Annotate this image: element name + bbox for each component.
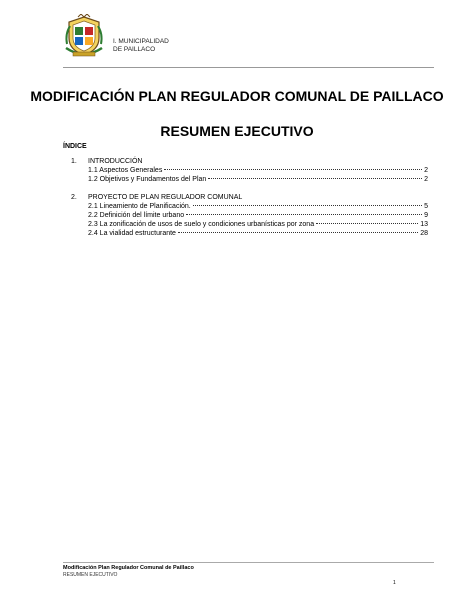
page-number: 1 [393, 580, 396, 586]
toc-entry-text: 2.4 La vialidad estructurante [88, 230, 176, 237]
toc-entry-page: 13 [420, 221, 428, 228]
dot-leader [186, 214, 422, 215]
toc-entry-page: 5 [424, 203, 428, 210]
toc-entry-text: 1.2 Objetivos y Fundamentos del Plan [88, 176, 207, 183]
org-line-2: DE PAILLACO [113, 46, 156, 53]
toc-entry-text: 2.3 La zonificación de usos de suelo y condiciones urbanísticas por zona [88, 221, 315, 228]
footer-subtitle: RESUMEN EJECUTIVO [63, 572, 118, 578]
toc-section-2 [63, 194, 428, 240]
document-title: MODIFICACIÓN PLAN REGULADOR COMUNAL DE PAILLACO [30, 88, 444, 104]
section-number: 2. [71, 194, 77, 201]
toc-section-1 [63, 158, 428, 188]
section-title: PROYECTO DE PLAN REGULADOR COMUNAL [88, 194, 243, 201]
toc-entry-text: 2.2 Definición del límite urbano [88, 212, 185, 219]
org-line-1: I. MUNICIPALIDAD [113, 38, 169, 45]
toc-entry-page: 28 [420, 230, 428, 237]
toc-entry-text: 2.1 Lineamiento de Planificación. [88, 203, 191, 210]
section-title: INTRODUCCIÓN [88, 158, 143, 165]
dot-leader [316, 223, 418, 224]
organization-name [113, 38, 169, 54]
header-divider [63, 67, 434, 68]
toc-entry[interactable] [88, 212, 428, 219]
municipal-crest-logo [63, 14, 105, 58]
dot-leader [208, 178, 422, 179]
toc-entry-page: 2 [424, 176, 428, 183]
toc-entry-page: 9 [424, 212, 428, 219]
toc-entry[interactable] [88, 230, 428, 237]
footer-divider [63, 562, 434, 563]
dot-leader [178, 232, 418, 233]
document-subtitle: RESUMEN EJECUTIVO [160, 123, 314, 139]
footer-title: Modificación Plan Regulador Comunal de Paillaco [63, 565, 194, 571]
dot-leader [164, 169, 422, 170]
toc-entry-page: 2 [424, 167, 428, 174]
dot-leader [193, 205, 422, 206]
toc-entry[interactable] [88, 221, 428, 228]
toc-entry[interactable] [88, 176, 428, 183]
page-header [63, 14, 434, 66]
toc-entry[interactable] [88, 203, 428, 210]
toc-entry[interactable] [88, 167, 428, 174]
toc-entry-text: 1.1 Aspectos Generales [88, 167, 163, 174]
section-number: 1. [71, 158, 77, 165]
index-heading: ÍNDICE [63, 143, 87, 150]
